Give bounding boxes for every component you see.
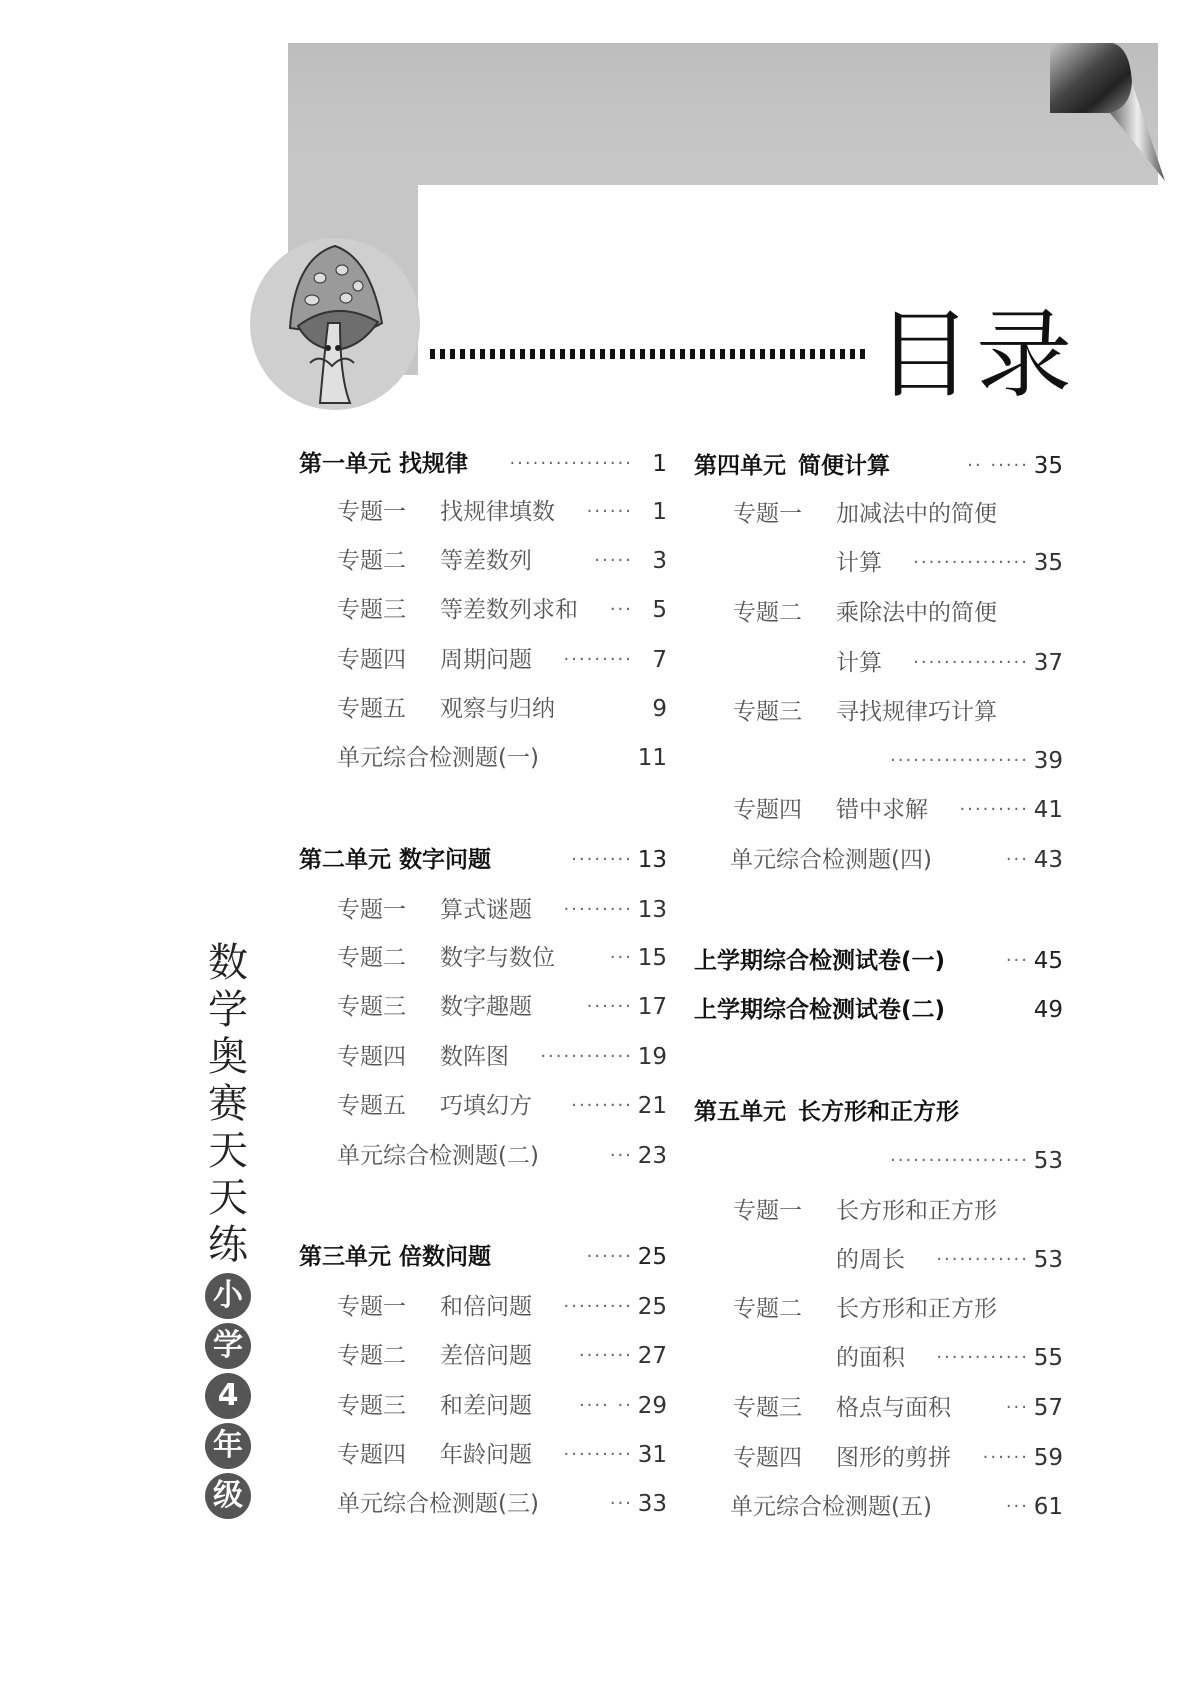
toc-leader-dots: ··· xyxy=(1005,1496,1029,1517)
toc-entry-label: 第一单元 xyxy=(299,451,391,477)
toc-page-number: 1 xyxy=(652,499,667,525)
toc-page-number: 11 xyxy=(637,745,667,771)
toc-leader-dots: ········ xyxy=(571,849,633,870)
toc-leader-dots: ··· xyxy=(609,599,633,620)
toc-entry-label: 专题四 xyxy=(733,1445,802,1471)
mushroom-mascot-image xyxy=(250,238,420,410)
toc-leader-dots: ··· xyxy=(609,1145,633,1166)
book-title-vertical xyxy=(205,940,251,1519)
toc-entry-title: 找规律填数 xyxy=(440,499,555,525)
toc-entry-label: 专题一 xyxy=(733,501,802,527)
toc-entry-title: 和倍问题 xyxy=(440,1294,532,1320)
toc-entry-title: 等差数列求和 xyxy=(440,597,578,623)
toc-entry-title: 的周长 xyxy=(836,1247,905,1273)
toc-entry[interactable] xyxy=(299,1339,667,1373)
toc-entry[interactable] xyxy=(694,744,1063,778)
toc-leader-dots: ···· ·· xyxy=(578,1395,633,1416)
toc-page-number: 7 xyxy=(652,647,667,673)
toc-entry-title: 差倍问题 xyxy=(440,1343,532,1369)
toc-entry-label: 单元综合检测题(四) xyxy=(730,847,932,873)
toc-leader-dots: ·················· xyxy=(890,750,1029,771)
toc-entry-title: 找规律 xyxy=(399,451,468,477)
toc-entry[interactable] xyxy=(299,1240,667,1274)
toc-leader-dots: ··············· xyxy=(913,652,1029,673)
toc-entry[interactable] xyxy=(694,1243,1063,1277)
toc-entry-label: 专题二 xyxy=(337,548,406,574)
toc-leader-dots: ················ xyxy=(509,453,633,474)
toc-page-number: 33 xyxy=(637,1491,667,1517)
toc-leader-dots: ········ xyxy=(571,1095,633,1116)
toc-entry-label: 专题一 xyxy=(337,1294,406,1320)
toc-entry-label: 专题五 xyxy=(337,1093,406,1119)
toc-entry[interactable] xyxy=(694,1490,1063,1524)
toc-entry-title: 格点与面积 xyxy=(836,1395,951,1421)
toc-entry-label: 第三单元 xyxy=(299,1244,391,1270)
toc-entry-title: 寻找规律巧计算 xyxy=(836,699,997,725)
book-title-char: 数 xyxy=(208,940,248,986)
toc-entry-label: 单元综合检测题(一) xyxy=(337,745,539,771)
book-title-char: 天 xyxy=(208,1128,248,1174)
toc-leader-dots: ······ xyxy=(982,1447,1029,1468)
toc-entry-title: 错中求解 xyxy=(836,797,928,823)
toc-entry[interactable] xyxy=(694,695,1063,729)
header-banner xyxy=(288,43,1158,185)
toc-page-number: 25 xyxy=(637,1294,667,1320)
toc-page-number: 53 xyxy=(1033,1148,1063,1174)
toc-entry[interactable] xyxy=(299,1290,667,1324)
toc-entry-label: 专题五 xyxy=(337,696,406,722)
toc-page-number: 27 xyxy=(637,1343,667,1369)
toc-entry-label: 第四单元 xyxy=(694,453,786,479)
toc-entry[interactable] xyxy=(299,1040,667,1074)
toc-entry-label: 单元综合检测题(二) xyxy=(337,1143,539,1169)
toc-entry-title: 倍数问题 xyxy=(399,1244,491,1270)
toc-entry[interactable] xyxy=(694,646,1063,680)
toc-entry-title: 算式谜题 xyxy=(440,897,532,923)
toc-entry-title: 简便计算 xyxy=(798,453,890,479)
toc-page-number: 53 xyxy=(1033,1247,1063,1273)
toc-entry[interactable] xyxy=(694,843,1063,877)
toc-page-number: 41 xyxy=(1033,797,1063,823)
toc-page-number: 13 xyxy=(637,897,667,923)
toc-leader-dots: ··· xyxy=(1005,849,1029,870)
toc-entry-label: 专题三 xyxy=(337,597,406,623)
toc-page-number: 13 xyxy=(637,847,667,873)
toc-page-number: 37 xyxy=(1033,650,1063,676)
toc-entry-label: 专题一 xyxy=(337,897,406,923)
toc-leader-dots: ········· xyxy=(563,1296,633,1317)
toc-page-number: 9 xyxy=(652,696,667,722)
toc-entry[interactable] xyxy=(299,1389,667,1423)
toc-entry[interactable] xyxy=(694,546,1063,580)
toc-entry-title: 长方形和正方形 xyxy=(836,1198,997,1224)
book-title-char: 赛 xyxy=(208,1081,248,1127)
mushroom-icon xyxy=(250,238,420,410)
toc-entry-label: 专题三 xyxy=(733,699,802,725)
toc-page-number: 5 xyxy=(652,597,667,623)
toc-page-number: 29 xyxy=(637,1393,667,1419)
page-title: 目录 xyxy=(876,299,1076,411)
book-title-char: 练 xyxy=(208,1222,248,1268)
grade-badge: 年 xyxy=(205,1423,251,1469)
toc-entry-label: 单元综合检测题(三) xyxy=(337,1491,539,1517)
toc-entry-title: 计算 xyxy=(836,650,882,676)
toc-entry-label: 专题二 xyxy=(337,1343,406,1369)
toc-page-number: 19 xyxy=(637,1044,667,1070)
book-title-char: 奥 xyxy=(208,1034,248,1080)
toc-entry[interactable] xyxy=(694,449,1063,483)
toc-leader-dots: ··· xyxy=(609,1493,633,1514)
toc-entry[interactable] xyxy=(299,941,667,975)
toc-leader-dots: ······ xyxy=(586,996,633,1017)
toc-entry[interactable] xyxy=(299,495,667,529)
grade-badge: 4 xyxy=(205,1373,251,1419)
toc-page-number: 43 xyxy=(1033,847,1063,873)
toc-entry[interactable] xyxy=(299,843,667,877)
toc-leader-dots: ········· xyxy=(563,899,633,920)
toc-entry-label: 专题三 xyxy=(337,994,406,1020)
toc-entry-label: 上学期综合检测试卷(二) xyxy=(694,997,946,1023)
toc-entry[interactable] xyxy=(694,993,1063,1027)
toc-page-number: 55 xyxy=(1033,1345,1063,1371)
toc-leader-dots: ·· ····· xyxy=(967,455,1029,476)
toc-entry-title: 长方形和正方形 xyxy=(798,1099,959,1125)
toc-page-number: 15 xyxy=(637,945,667,971)
toc-entry-title: 年龄问题 xyxy=(440,1442,532,1468)
toc-entry-label: 专题四 xyxy=(337,647,406,673)
grade-badge: 学 xyxy=(205,1323,251,1369)
toc-leader-dots: ····· xyxy=(594,550,633,571)
toc-page-number: 45 xyxy=(1033,948,1063,974)
toc-entry[interactable] xyxy=(694,596,1063,630)
toc-page-number: 31 xyxy=(637,1442,667,1468)
toc-leader-dots: ······ xyxy=(586,1246,633,1267)
toc-entry-label: 专题二 xyxy=(733,600,802,626)
toc-entry[interactable] xyxy=(299,544,667,578)
toc-leader-dots: ············ xyxy=(540,1046,633,1067)
toc-entry[interactable] xyxy=(694,944,1063,978)
toc-leader-dots: ········· xyxy=(959,799,1029,820)
toc-leader-dots: ············ xyxy=(936,1347,1029,1368)
toc-entry-title: 巧填幻方 xyxy=(440,1093,532,1119)
toc-page-number: 61 xyxy=(1033,1494,1063,1520)
toc-entry-title: 等差数列 xyxy=(440,548,532,574)
toc-entry[interactable] xyxy=(299,593,667,627)
toc-entry-label: 专题三 xyxy=(733,1395,802,1421)
toc-entry[interactable] xyxy=(299,692,667,726)
book-title-char: 学 xyxy=(208,987,248,1033)
toc-entry[interactable] xyxy=(694,793,1063,827)
toc-leader-dots: ············ xyxy=(936,1249,1029,1270)
toc-leader-dots: ········· xyxy=(563,649,633,670)
toc-entry-title: 图形的剪拼 xyxy=(836,1445,951,1471)
toc-entry[interactable] xyxy=(299,1089,667,1123)
toc-entry[interactable] xyxy=(299,1487,667,1521)
toc-entry-label: 专题一 xyxy=(733,1198,802,1224)
grade-badge: 级 xyxy=(205,1473,251,1519)
toc-entry-label: 单元综合检测题(五) xyxy=(730,1494,932,1520)
toc-entry-label: 专题四 xyxy=(337,1442,406,1468)
toc-page-number: 1 xyxy=(652,451,667,477)
toc-page-number: 21 xyxy=(637,1093,667,1119)
toc-entry[interactable] xyxy=(299,1139,667,1173)
toc-entry-title: 数字趣题 xyxy=(440,994,532,1020)
toc-entry-label: 专题二 xyxy=(733,1296,802,1322)
toc-page-number: 23 xyxy=(637,1143,667,1169)
toc-entry[interactable] xyxy=(299,990,667,1024)
toc-entry-title: 的面积 xyxy=(836,1345,905,1371)
toc-page-number: 35 xyxy=(1033,453,1063,479)
toc-entry[interactable] xyxy=(299,893,667,927)
toc-entry-title: 乘除法中的简便 xyxy=(836,600,997,626)
toc-leader-dots: ··············· xyxy=(913,552,1029,573)
toc-entry-label: 上学期综合检测试卷(一) xyxy=(694,948,946,974)
toc-page-number: 39 xyxy=(1033,748,1063,774)
toc-entry-title: 周期问题 xyxy=(440,647,532,673)
toc-leader-dots: ········· xyxy=(563,1444,633,1465)
toc-page-number: 3 xyxy=(652,548,667,574)
toc-entry[interactable] xyxy=(694,497,1063,531)
toc-entry[interactable] xyxy=(694,1391,1063,1425)
toc-entry-label: 专题一 xyxy=(337,499,406,525)
toc-entry[interactable] xyxy=(299,1438,667,1472)
toc-leader-dots: ·················· xyxy=(890,1150,1029,1171)
toc-entry[interactable] xyxy=(694,1095,1063,1129)
toc-entry-title: 数阵图 xyxy=(440,1044,509,1070)
toc-page-number: 17 xyxy=(637,994,667,1020)
page-curl-icon xyxy=(1050,43,1165,183)
toc-page-number: 25 xyxy=(637,1244,667,1270)
toc-entry[interactable] xyxy=(299,741,667,775)
toc-entry[interactable] xyxy=(299,447,667,481)
toc-entry-label: 第二单元 xyxy=(299,847,391,873)
toc-entry[interactable] xyxy=(694,1341,1063,1375)
toc-page-number: 35 xyxy=(1033,550,1063,576)
toc-page-number: 59 xyxy=(1033,1445,1063,1471)
toc-entry-label: 专题二 xyxy=(337,945,406,971)
toc-entry[interactable] xyxy=(694,1441,1063,1475)
title-leader-dots xyxy=(430,349,865,359)
toc-entry-title: 和差问题 xyxy=(440,1393,532,1419)
toc-page-number: 49 xyxy=(1033,997,1063,1023)
toc-leader-dots: ··· xyxy=(1005,950,1029,971)
toc-entry[interactable] xyxy=(694,1292,1063,1326)
toc-entry-label: 第五单元 xyxy=(694,1099,786,1125)
toc-entry-title: 计算 xyxy=(836,550,882,576)
toc-entry-label: 专题四 xyxy=(733,797,802,823)
toc-entry-label: 专题三 xyxy=(337,1393,406,1419)
toc-entry[interactable] xyxy=(694,1144,1063,1178)
toc-leader-dots: ··· xyxy=(609,947,633,968)
grade-badge: 小 xyxy=(205,1273,251,1319)
toc-entry-title: 长方形和正方形 xyxy=(836,1296,997,1322)
toc-leader-dots: ······· xyxy=(578,1345,633,1366)
toc-entry-title: 加减法中的简便 xyxy=(836,501,997,527)
toc-entry-title: 数字问题 xyxy=(399,847,491,873)
toc-entry[interactable] xyxy=(299,643,667,677)
toc-entry-label: 专题四 xyxy=(337,1044,406,1070)
book-title-char: 天 xyxy=(208,1175,248,1221)
toc-leader-dots: ······ xyxy=(586,501,633,522)
toc-page-number: 57 xyxy=(1033,1395,1063,1421)
toc-leader-dots: ··· xyxy=(1005,1397,1029,1418)
toc-entry-title: 观察与归纳 xyxy=(440,696,555,722)
toc-entry[interactable] xyxy=(694,1194,1063,1228)
toc-entry-title: 数字与数位 xyxy=(440,945,555,971)
